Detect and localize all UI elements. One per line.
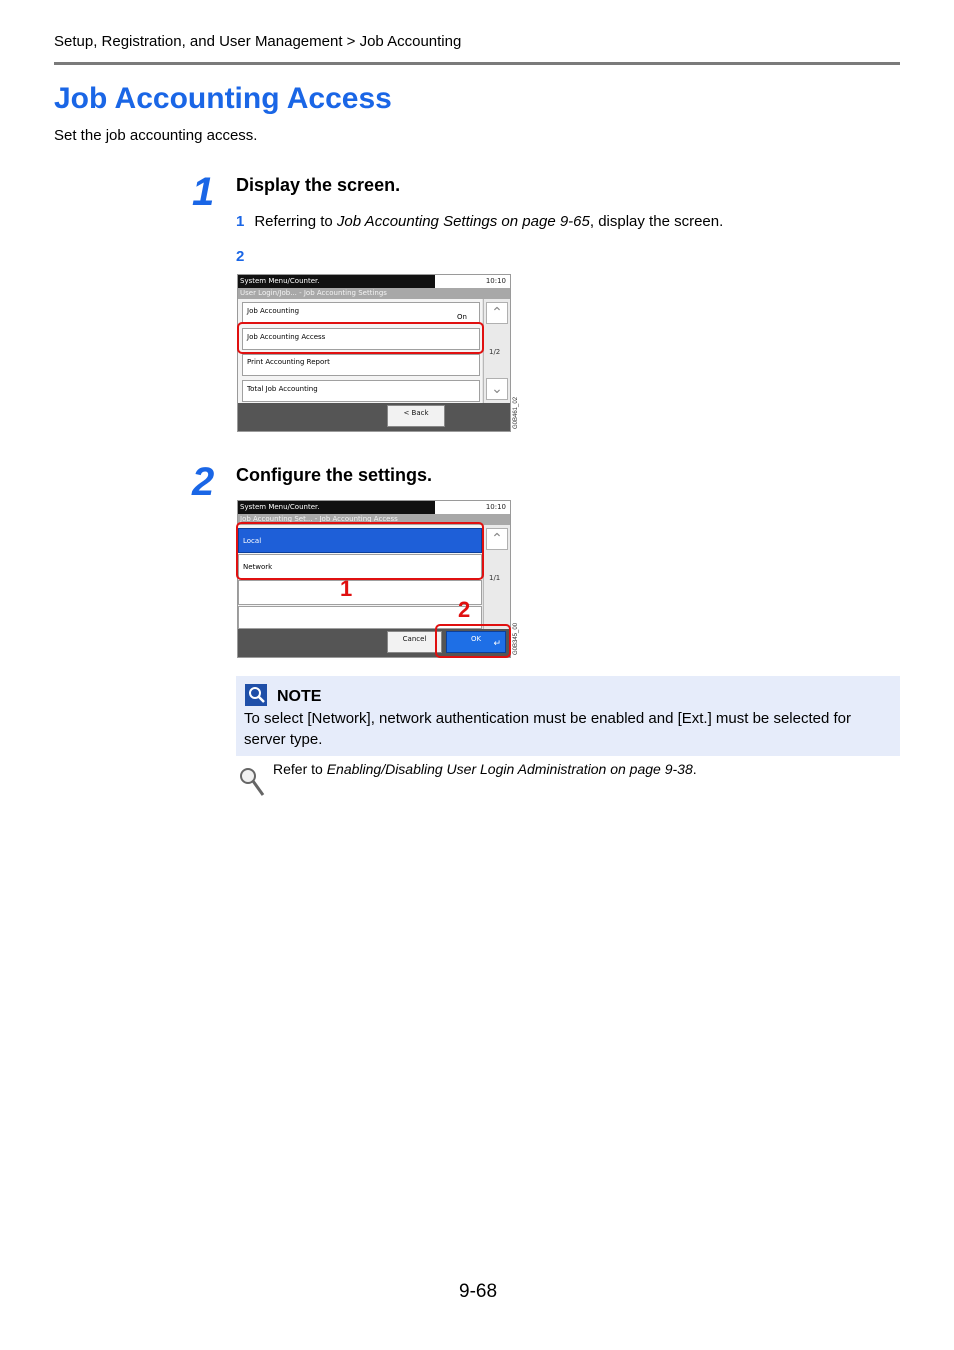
reference-after: . xyxy=(692,761,697,777)
row-value: On xyxy=(457,313,467,321)
breadcrumb: Setup, Registration, and User Management > Job Accounting xyxy=(54,33,462,50)
magnifier-note-icon xyxy=(245,684,267,706)
enter-icon: ↵ xyxy=(493,639,501,649)
reference-link[interactable]: Enabling/Disabling User Login Administration on page 9-38 xyxy=(326,761,693,777)
scroll-up-icon[interactable]: ⌃ xyxy=(486,302,508,324)
page-title: Job Accounting Access xyxy=(54,82,392,115)
row-total-job-accounting[interactable] xyxy=(242,380,480,402)
scroll-down-icon[interactable]: ⌄ xyxy=(486,378,508,400)
figure-code: G0B345_00 xyxy=(513,622,519,655)
system-menu-label: System Menu/Counter. xyxy=(238,501,435,514)
ok-label: OK xyxy=(470,635,482,643)
option-label: Local xyxy=(243,537,262,545)
page-number: 9-68 xyxy=(459,1281,498,1302)
step-2-title: Configure the settings. xyxy=(236,465,433,485)
step-1-title: Display the screen. xyxy=(236,175,401,195)
step-1-number: 1 xyxy=(192,170,215,214)
substep-text-after: , display the screen. xyxy=(589,213,724,230)
cancel-button[interactable]: Cancel xyxy=(387,631,442,653)
highlight-ok-button xyxy=(435,624,511,658)
empty-row xyxy=(238,580,482,605)
reference-text xyxy=(273,761,697,777)
row-print-accounting-report[interactable] xyxy=(242,354,480,376)
screen-path: User Login/Job... - Job Accounting Settings xyxy=(238,288,510,299)
scroll-area xyxy=(483,299,510,403)
highlight-access-options xyxy=(236,522,484,580)
screen-footer xyxy=(238,403,510,431)
header-rule xyxy=(54,62,900,65)
row-label: Job Accounting Access xyxy=(247,333,326,341)
substep-text-before: Referring to xyxy=(254,213,337,230)
callout-1: 1 xyxy=(340,576,353,601)
scroll-up-icon[interactable]: ⌃ xyxy=(486,528,508,550)
page-indicator: 1/1 xyxy=(489,574,501,582)
system-menu-label: System Menu/Counter. xyxy=(238,275,435,288)
magnifier-reference-icon xyxy=(238,766,266,798)
screen-path: Job Accounting Set... - Job Accounting Access xyxy=(238,514,510,525)
note-title: NOTE xyxy=(277,688,322,705)
back-button[interactable]: < Back xyxy=(387,405,445,427)
clock-time: 10:10 xyxy=(485,277,506,285)
highlight-job-accounting-access xyxy=(237,322,484,354)
page-indicator: 1/2 xyxy=(489,348,501,356)
cross-reference-link[interactable]: Job Accounting Settings on page 9-65 xyxy=(336,213,590,230)
option-label: Network xyxy=(243,563,273,571)
note-text: To select [Network], network authentication must be enabled and [Ext.] must be selected for server type. xyxy=(244,710,851,748)
reference-before: Refer to xyxy=(273,761,327,777)
clock-time: 10:10 xyxy=(485,503,506,511)
scroll-area xyxy=(483,525,510,629)
step-2-number: 2 xyxy=(192,460,215,504)
step-1-substep-1 xyxy=(236,213,723,230)
row-label: Total Job Accounting xyxy=(247,385,318,393)
callout-2: 2 xyxy=(458,597,471,622)
figure-code: G0B461_02 xyxy=(513,396,519,429)
row-label: Job Accounting xyxy=(247,307,300,315)
page-subtitle: Set the job accounting access. xyxy=(54,127,258,144)
row-job-accounting[interactable] xyxy=(242,302,480,324)
row-label: Print Accounting Report xyxy=(247,358,330,366)
substep-number: 1 xyxy=(236,213,245,230)
step-1-substep-2-number: 2 xyxy=(236,248,245,265)
